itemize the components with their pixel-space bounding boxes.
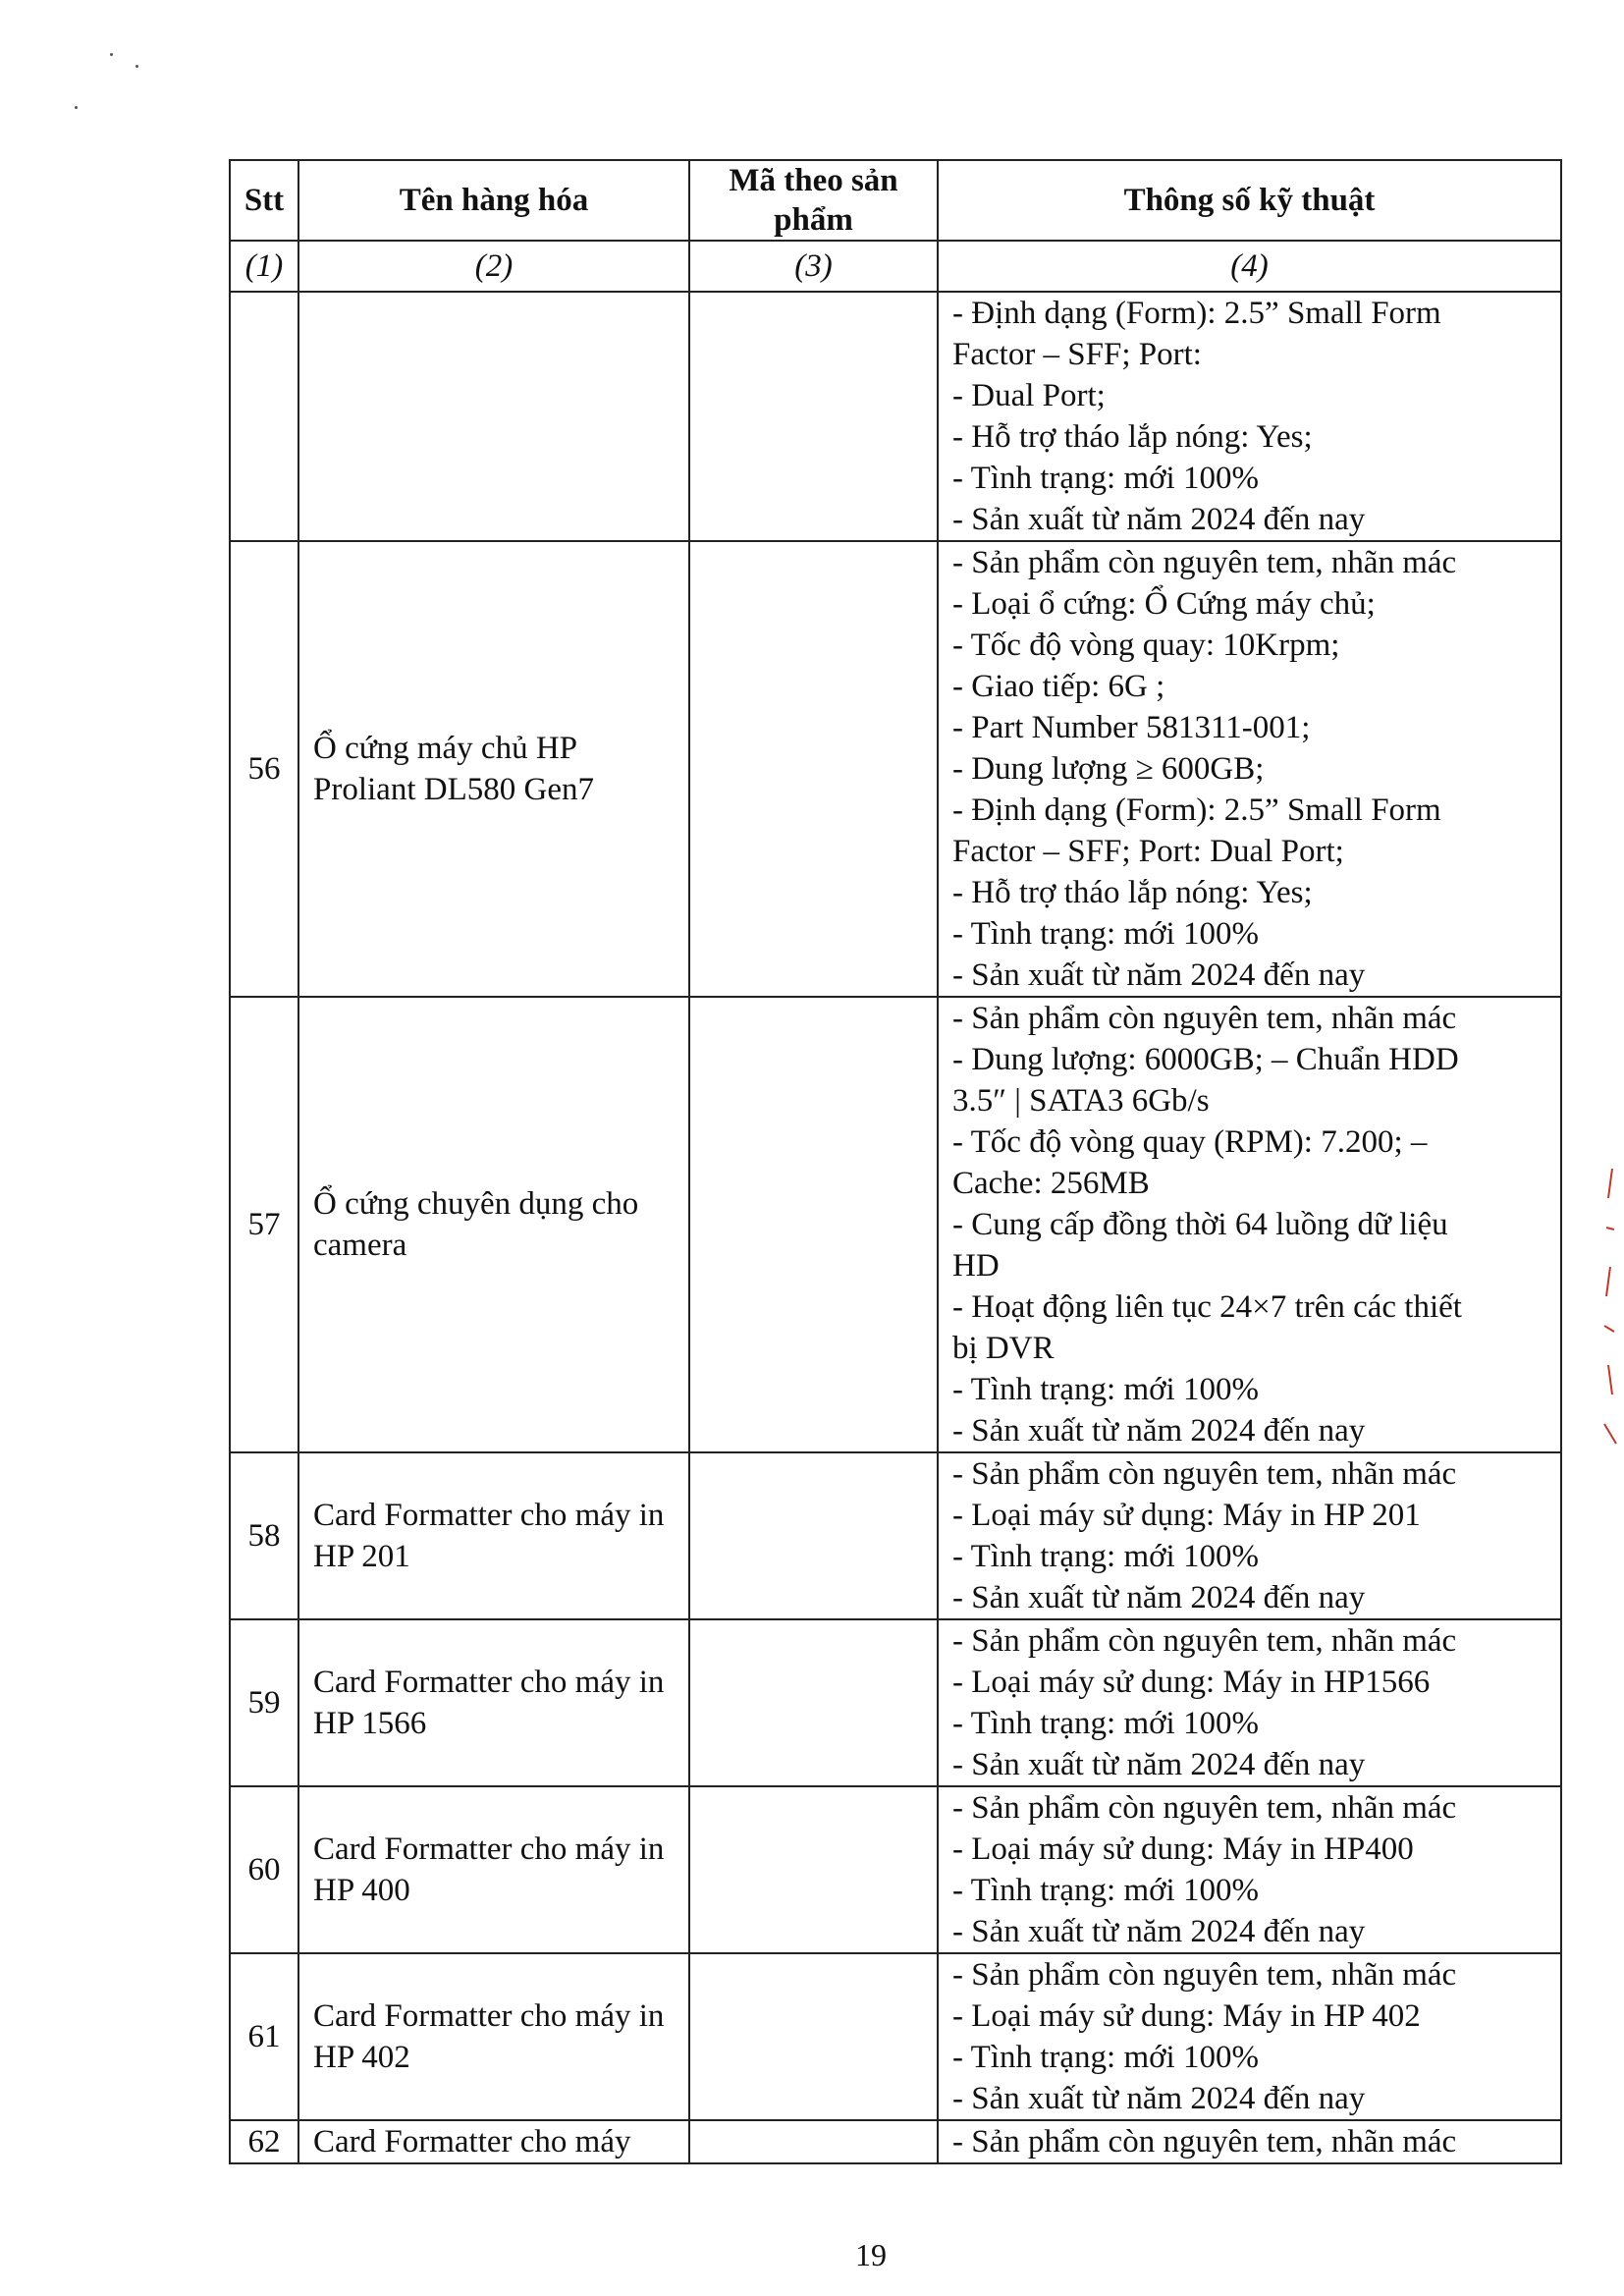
header-code: Mã theo sản phẩm — [689, 160, 938, 241]
spec-line: - Hỗ trợ tháo lắp nóng: Yes; — [952, 419, 1313, 455]
table-row — [230, 1953, 1561, 2120]
column-number: (3) — [689, 241, 938, 292]
spec-line: - Dual Port; — [952, 378, 1106, 413]
spec-line: - Dung lượng: 6000GB; – Chuẩn HDD — [952, 1042, 1459, 1077]
header-spec: Thông số kỹ thuật — [938, 160, 1561, 241]
scan-speck — [75, 106, 78, 109]
row-stt: 60 — [230, 1786, 298, 1953]
spec-line: - Tình trạng: mới 100% — [952, 461, 1259, 496]
spec-line: - Định dạng (Form): 2.5” Small Form — [952, 793, 1441, 828]
row-product-code — [689, 997, 938, 1452]
spec-line: Cache: 256MB — [952, 1166, 1150, 1201]
row-product-name: Card Formatter cho máy in HP 400 — [298, 1786, 689, 1953]
spec-line: - Định dạng (Form): 2.5” Small Form — [952, 296, 1441, 331]
spec-line: - Sản phẩm còn nguyên tem, nhãn mác — [952, 1623, 1457, 1659]
spec-line: bị DVR — [952, 1331, 1055, 1366]
spec-line: - Sản phẩm còn nguyên tem, nhãn mác — [952, 1456, 1457, 1492]
scan-speck — [110, 53, 113, 56]
row-stt: 61 — [230, 1953, 298, 2120]
spec-line: - Sản xuất từ năm 2024 đến nay — [952, 1580, 1366, 1615]
spec-line: - Tình trạng: mới 100% — [952, 1539, 1259, 1574]
spec-line: - Sản phẩm còn nguyên tem, nhãn mác — [952, 1957, 1457, 1993]
spec-line: - Tình trạng: mới 100% — [952, 1873, 1259, 1908]
spec-line: - Sản xuất từ năm 2024 đến nay — [952, 1914, 1366, 1949]
row-product-name: Ổ cứng chuyên dụng cho camera — [298, 997, 689, 1452]
spec-line: - Loại máy sử dung: Máy in HP 402 — [952, 1998, 1421, 2034]
spec-line: - Tốc độ vòng quay: 10Krpm; — [952, 628, 1340, 663]
row-product-name: Ổ cứng máy chủ HP Proliant DL580 Gen7 — [298, 541, 689, 997]
row-product-name: Card Formatter cho máy — [298, 2120, 689, 2163]
spec-line: 3.5″ | SATA3 6Gb/s — [952, 1083, 1210, 1119]
column-number: (2) — [298, 241, 689, 292]
table-row — [230, 1619, 1561, 1786]
row-product-code — [689, 541, 938, 997]
row-spec — [938, 1452, 1561, 1619]
spec-line: Factor – SFF; Port: — [952, 337, 1202, 372]
spec-line: - Sản phẩm còn nguyên tem, nhãn mác — [952, 1001, 1457, 1036]
table-row — [230, 2120, 1561, 2163]
row-product-name: Card Formatter cho máy in HP 1566 — [298, 1619, 689, 1786]
row-stt — [230, 292, 298, 541]
spec-line: - Hỗ trợ tháo lắp nóng: Yes; — [952, 875, 1313, 910]
row-spec — [938, 541, 1561, 997]
spec-line: - Sản xuất từ năm 2024 đến nay — [952, 2081, 1366, 2116]
row-product-name: Card Formatter cho máy in HP 201 — [298, 1452, 689, 1619]
row-stt: 57 — [230, 997, 298, 1452]
spec-line: Factor – SFF; Port: Dual Port; — [952, 834, 1344, 869]
row-product-code — [689, 2120, 938, 2163]
row-spec — [938, 1786, 1561, 1953]
row-spec — [938, 1619, 1561, 1786]
spec-line: - Sản xuất từ năm 2024 đến nay — [952, 1413, 1366, 1449]
spec-line: HD — [952, 1248, 1000, 1284]
column-number-row — [230, 241, 1561, 292]
table-row — [230, 1786, 1561, 1953]
row-stt: 62 — [230, 2120, 298, 2163]
spec-line: - Loại máy sử dung: Máy in HP400 — [952, 1831, 1414, 1867]
spec-line: - Sản xuất từ năm 2024 đến nay — [952, 1747, 1366, 1782]
column-number: (1) — [230, 241, 298, 292]
table-body — [230, 292, 1561, 2163]
row-product-name: Card Formatter cho máy in HP 402 — [298, 1953, 689, 2120]
spec-line: - Dung lượng ≥ 600GB; — [952, 751, 1265, 787]
row-spec — [938, 2120, 1561, 2163]
row-stt: 59 — [230, 1619, 298, 1786]
row-product-code — [689, 1786, 938, 1953]
scan-speck — [135, 65, 138, 68]
row-stt: 58 — [230, 1452, 298, 1619]
table-row — [230, 1452, 1561, 1619]
row-stt: 56 — [230, 541, 298, 997]
spec-line: - Part Number 581311-001; — [952, 710, 1311, 745]
table-row — [230, 541, 1561, 997]
spec-line: - Loại ổ cứng: Ổ Cứng máy chủ; — [952, 586, 1376, 622]
spec-line: - Loại máy sử dụng: Máy in HP 201 — [952, 1498, 1421, 1533]
row-spec — [938, 1953, 1561, 2120]
signature-mark — [1600, 1159, 1620, 1453]
row-product-code — [689, 292, 938, 541]
spec-line: - Tình trạng: mới 100% — [952, 1706, 1259, 1741]
spec-table — [229, 159, 1562, 2164]
spec-line: - Tình trạng: mới 100% — [952, 1372, 1259, 1407]
row-product-name — [298, 292, 689, 541]
spec-line: - Hoạt động liên tục 24×7 trên các thiết — [952, 1289, 1462, 1325]
spec-line: - Sản phẩm còn nguyên tem, nhãn mác — [952, 545, 1457, 580]
row-product-code — [689, 1452, 938, 1619]
header-row — [230, 160, 1561, 241]
row-product-code — [689, 1953, 938, 2120]
spec-line: - Sản xuất từ năm 2024 đến nay — [952, 502, 1366, 537]
spec-line: - Sản phẩm còn nguyên tem, nhãn mác — [952, 2124, 1457, 2159]
page-number: 19 — [855, 2237, 887, 2272]
spec-line: - Sản xuất từ năm 2024 đến nay — [952, 957, 1366, 993]
spec-line: - Loại máy sử dung: Máy in HP1566 — [952, 1665, 1431, 1700]
row-spec — [938, 292, 1561, 541]
column-number: (4) — [938, 241, 1561, 292]
row-spec — [938, 997, 1561, 1452]
spec-line: - Cung cấp đồng thời 64 luồng dữ liệu — [952, 1207, 1448, 1242]
row-product-code — [689, 1619, 938, 1786]
spec-line: - Tình trạng: mới 100% — [952, 2040, 1259, 2075]
header-name: Tên hàng hóa — [298, 160, 689, 241]
spec-line: - Giao tiếp: 6G ; — [952, 669, 1165, 704]
table-row — [230, 997, 1561, 1452]
table-row — [230, 292, 1561, 541]
spec-line: - Tốc độ vòng quay (RPM): 7.200; – — [952, 1124, 1428, 1160]
spec-line: - Sản phẩm còn nguyên tem, nhãn mác — [952, 1790, 1457, 1826]
spec-line: - Tình trạng: mới 100% — [952, 916, 1259, 952]
header-stt: Stt — [230, 160, 298, 241]
